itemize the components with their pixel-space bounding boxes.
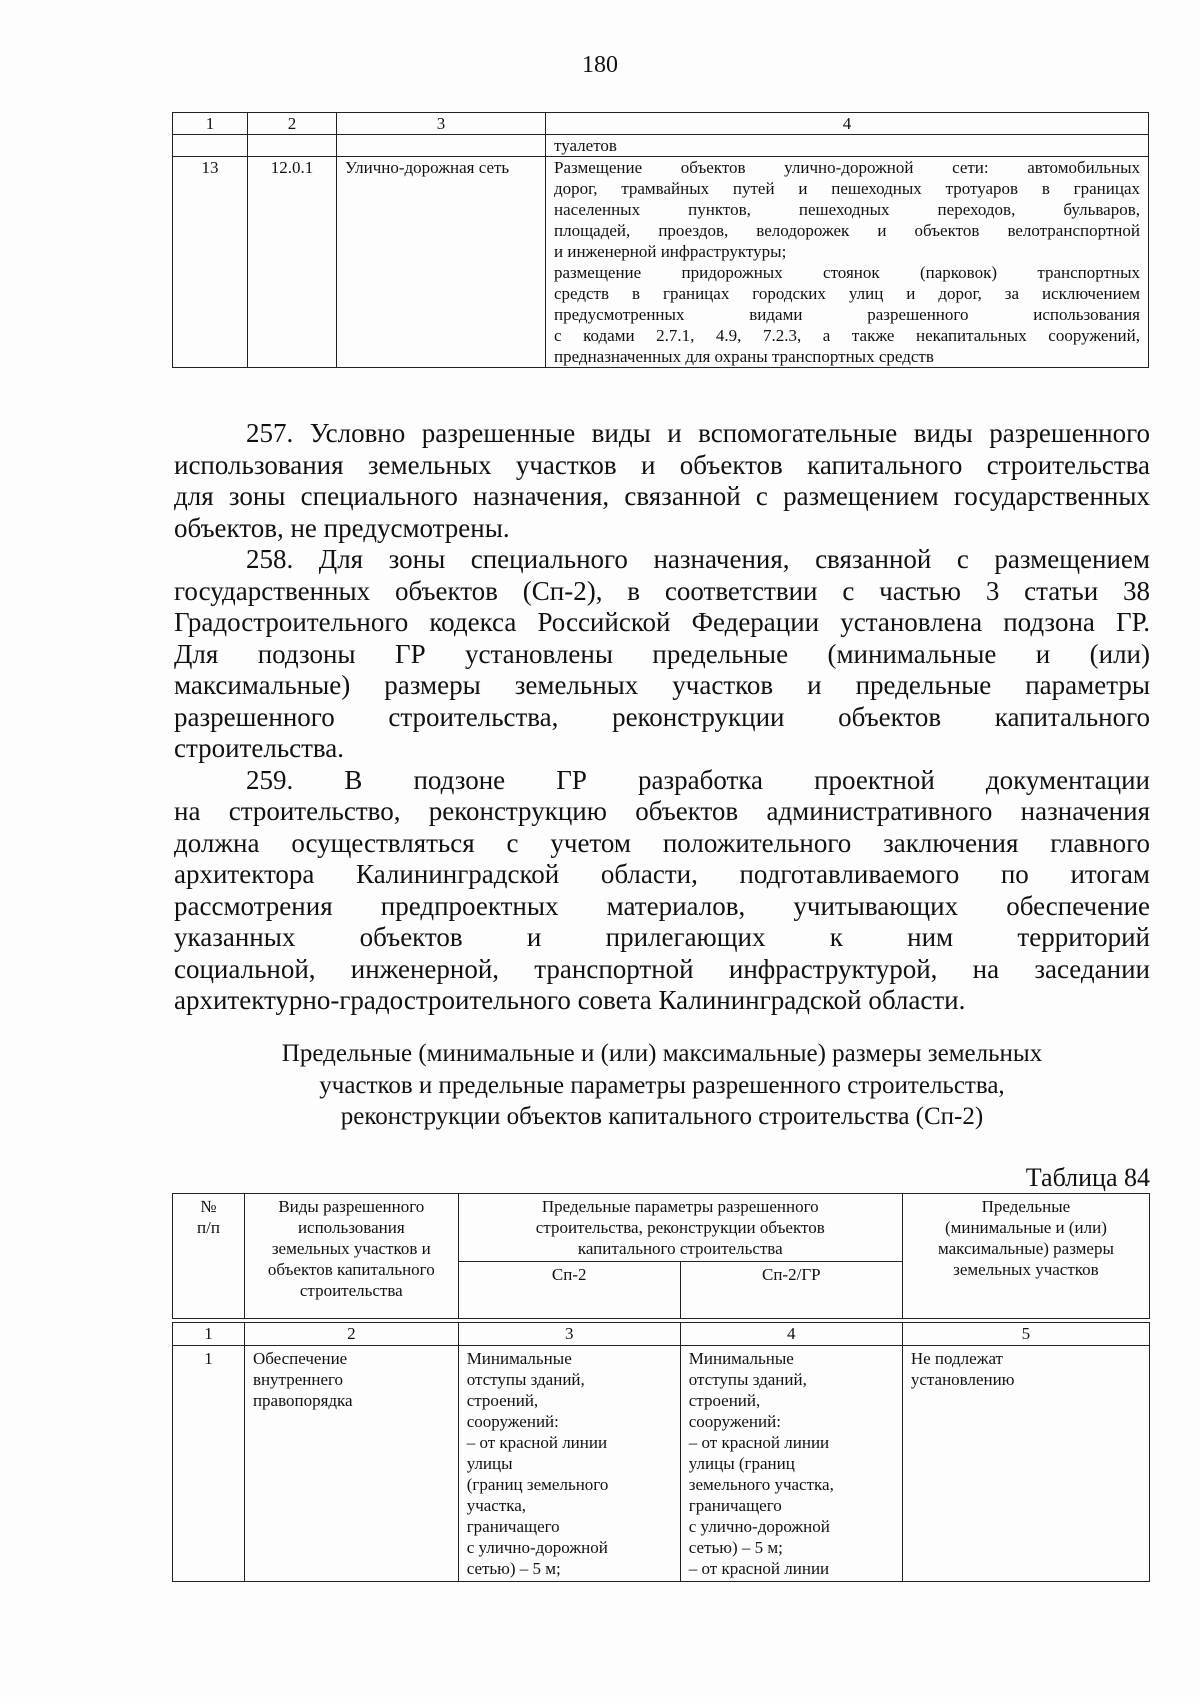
page-number: 180 [582, 52, 618, 78]
row-description: Размещение объектов улично-дорожной сети: автомобильных дорог, трамвайных путей и пешеходных тротуаров в границах населенных пунктов, пешеходных переходов, бульваров, площадей, проездов, велодорожек и объектов велотранспортной и инженерной инфраструктуры; размещение придорожных стоянок (парковок) транспортных средств в границах городских улиц и дорог, за исключением предусмотренных видами разрешенного использования с кодами 2.7.1, 4.9, 7.2.3, а также некапитальных сооружений, предназначенных для охраны транспортных средств [546, 157, 1149, 368]
column-numbers-row: 1 2 3 4 5 [173, 1323, 1150, 1346]
section-title: Предельные (минимальные и (или) максимальные) размеры земельных участков и предельные параметры разрешенного строительства, реконструкции объектов капитального строительства (Сп-2) [281, 1040, 1043, 1130]
header-build-params: Предельные параметры разрешенного строительства, реконструкции объектов капитального строительства [458, 1194, 902, 1262]
body-text [174, 418, 1150, 1017]
paragraph-257: 257. Условно разрешенные виды и вспомогательные виды разрешенного использования земельных участков и объектов капитального строительства для зоны специального назначения, связанной с размещением государственных объектов, не предусмотрены. [174, 418, 1150, 543]
paragraph-258: 258. Для зоны специального назначения, связанной с размещением государственных объектов (Сп-2), в соответствии с частью 3 статьи 38 Градостроительного кодекса Российской Федерации установлена подзона ГР. Для подзоны ГР установлены предельные (минимальные и (или) максимальные) размеры земельных участков и предельные параметры разрешенного строительства, реконструкции объектов капитального строительства. [174, 544, 1150, 763]
table-header-row [173, 113, 1149, 135]
col-number-1: 1 [173, 113, 248, 135]
header-plot-sizes: Предельные (минимальные и (или) максимальные) размеры земельных участков [902, 1194, 1149, 1319]
paragraph-259: 259. В подзоне ГР разработка проектной документации на строительство, реконструкцию объектов административного назначения должна осуществляться с учетом положительного заключения главного архитектора Калининградской области, подготавливаемого по итогам рассмотрения предпроектных материалов, учитывающих обеспечение указанных объектов и прилегающих к ним территорий социальной, инженерной, транспортной инфраструктурой, на заседании архитектурно-градостроительного совета Калининградской области. [174, 764, 1150, 1015]
row-number: 1 [173, 1346, 245, 1582]
table-84 [172, 1193, 1150, 1582]
continued-text: туалетов [546, 135, 1149, 157]
col-number-4: 4 [546, 113, 1149, 135]
row-number: 13 [173, 157, 248, 368]
header-land-use-types: Виды разрешенного использования земельных участков и объектов капитального строительства [244, 1194, 458, 1319]
table-row [173, 1346, 1150, 1582]
row-code: 12.0.1 [248, 157, 337, 368]
row-plot-sizes: Не подлежат установлению [902, 1346, 1149, 1582]
subheader-sp2: Сп-2 [458, 1262, 680, 1319]
row-sp2-params: Минимальные отступы зданий, строений, сооружений: – от красной линии улицы (границ земельного участка, граничащего с улично-дорожной сетью) – 5 м; [458, 1346, 680, 1582]
row-name: Улично-дорожная сеть [337, 157, 546, 368]
table-header-row [173, 1194, 1150, 1262]
table-row-continued [173, 135, 1149, 157]
table-caption: Таблица 84 [1025, 1163, 1150, 1192]
row-sp2-gr-params: Минимальные отступы зданий, строений, сооружений: – от красной линии улицы (границ земельного участка, граничащего с улично-дорожной сетью) – 5 м; – от красной линии [680, 1346, 902, 1582]
col-number-3: 3 [337, 113, 546, 135]
row-land-use-type: Обеспечение внутреннего правопорядка [244, 1346, 458, 1582]
land-use-table-continued [172, 112, 1149, 368]
col-number-2: 2 [248, 113, 337, 135]
table-row [173, 157, 1149, 368]
header-num: № п/п [173, 1194, 245, 1319]
subheader-sp2-gr: Сп-2/ГР [680, 1262, 902, 1319]
